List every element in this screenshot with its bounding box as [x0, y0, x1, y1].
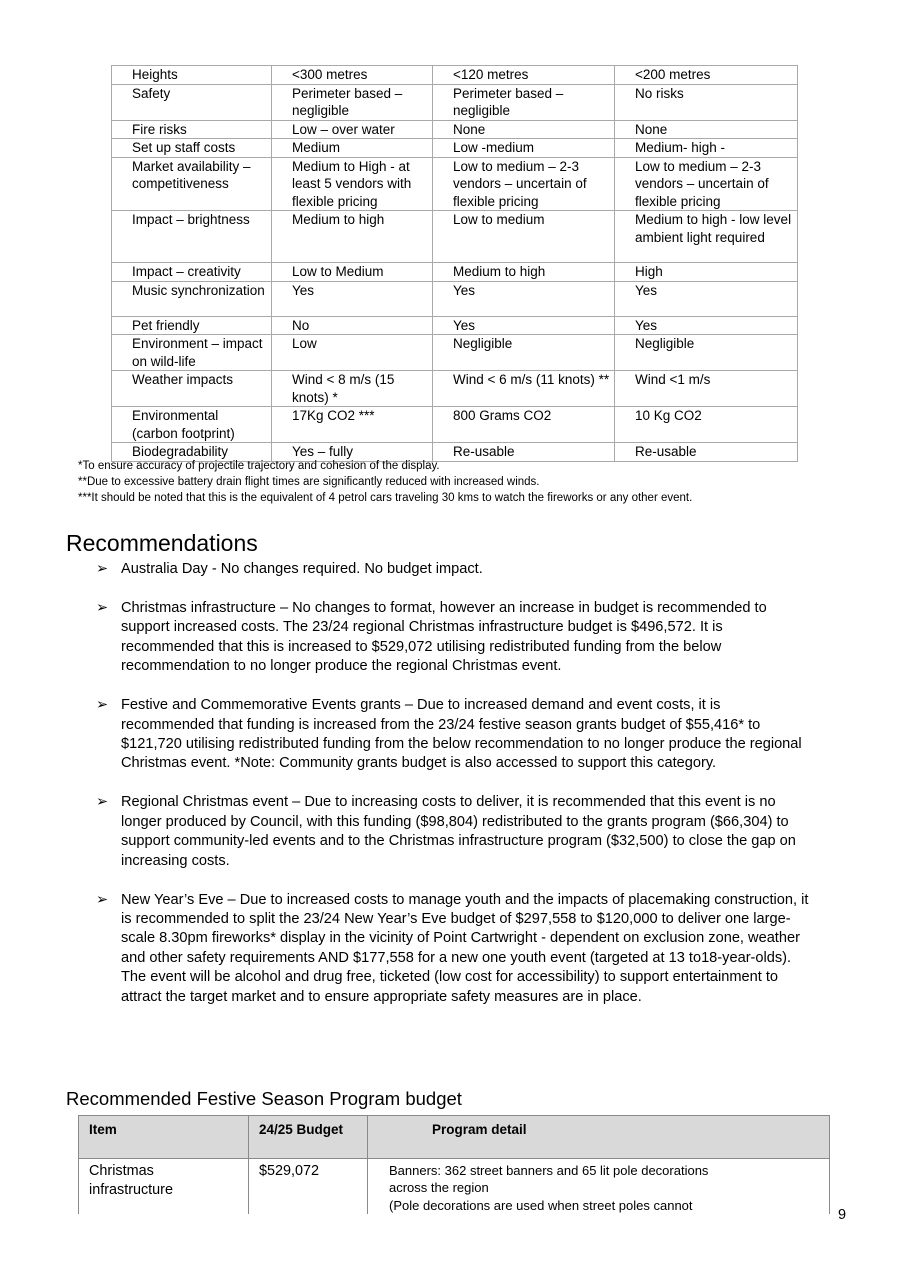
recommendation-text: New Year’s Eve – Due to increased costs to manage youth and the impacts of placemaking construction, it is recommended to split the 23/24 New Year’s Eve budget of $297,558 to $120,000 to deliver one large-scale 8.30pm fireworks* display in the vicinity of Point Cartwright - dependent on exclusion zone, weather and other safety requirements AND $177,558 for a new one youth event (targeted at 13 to18-year-olds). The event will be alcohol and drug free, ticketed (low cost for accessibility) to support entertainment to attract the target market and to ensure appropriate safety measures are in place.: [121, 891, 809, 1005]
table-cell: Medium to High - at least 5 vendors with flexible pricing: [272, 157, 433, 211]
table-cell: Re-usable: [615, 443, 798, 462]
comparison-table-body: [112, 66, 798, 462]
table-cell: Low to medium: [433, 211, 615, 263]
table-cell: Yes: [615, 281, 798, 316]
table-cell: 17Kg CO2 ***: [272, 407, 433, 443]
arrow-bullet-icon: ➢: [96, 794, 109, 811]
recommendation-item: [96, 599, 811, 677]
table-cell: None: [615, 120, 798, 139]
row-label: Fire risks: [112, 120, 272, 139]
table-cell: Medium to high: [433, 263, 615, 282]
table-cell: Yes – fully: [272, 443, 433, 462]
row-label: Music synchronization: [112, 281, 272, 316]
recommendations-heading: Recommendations: [66, 530, 258, 556]
row-label: Environmental (carbon footprint): [112, 407, 272, 443]
table-cell: Low to medium – 2-3 vendors – uncertain of flexible pricing: [615, 157, 798, 211]
recommendation-item: [96, 696, 811, 774]
recommendation-text: Christmas infrastructure – No changes to format, however an increase in budget is recommended to support increased costs. The 23/24 regional Christmas infrastructure budget is $496,572. It is recommended that this is increased to $529,072 utilising redistributed funding from the below recommendation to no longer produce the regional Christmas event.: [121, 600, 767, 675]
recommendations-list: [96, 560, 811, 1027]
table-row: [112, 281, 798, 316]
row-label: Weather impacts: [112, 371, 272, 407]
table-cell: Medium to high - low level ambient light required: [615, 211, 798, 263]
table-cell: 10 Kg CO2: [615, 407, 798, 443]
table-row: [112, 66, 798, 85]
table-cell: <300 metres: [272, 66, 433, 85]
recommendation-text: Festive and Commemorative Events grants – Due to increased demand and event costs, it is recommended that funding is increased from the 23/24 festive season grants budget of $55,416* to $121,720 utilising redistributed funding from the below recommendation to no longer produce the regional Christmas event. *Note: Community grants budget is also accessed to support this category.: [121, 697, 802, 772]
footnotes: [78, 458, 858, 506]
table-row: [112, 263, 798, 282]
table-cell: Wind < 8 m/s (15 knots) *: [272, 371, 433, 407]
footnote: *To ensure accuracy of projectile trajectory and cohesion of the display.: [78, 460, 440, 472]
table-cell: Yes: [433, 281, 615, 316]
header-detail: Program detail: [368, 1116, 830, 1159]
table-cell: Perimeter based – negligible: [272, 84, 433, 120]
recommendation-item: [96, 560, 811, 579]
table-cell: No: [272, 316, 433, 335]
row-label: Set up staff costs: [112, 139, 272, 158]
table-cell: Medium- high -: [615, 139, 798, 158]
footnote: ***It should be noted that this is the equivalent of 4 petrol cars traveling 30 kms to watch the fireworks or any other event.: [78, 492, 693, 504]
arrow-bullet-icon: ➢: [96, 600, 109, 616]
row-label: Environment – impact on wild-life: [112, 335, 272, 371]
table-cell: Yes: [615, 316, 798, 335]
detail-line: across the region: [389, 1180, 489, 1196]
arrow-bullet-icon: ➢: [96, 561, 109, 577]
footnote: **Due to excessive battery drain flight times are significantly reduced with increased winds.: [78, 476, 540, 488]
recommendation-item: [96, 891, 811, 1007]
budget-header-row: [79, 1116, 830, 1159]
budget-heading: Recommended Festive Season Program budget: [66, 1088, 462, 1109]
arrow-bullet-icon: ➢: [96, 697, 109, 714]
recommendation-text: Regional Christmas event – Due to increasing costs to deliver, it is recommended that this event is no longer produced by Council, with this funding ($98,804) redistributed to the grants program ($66,304) to support community-led events and to the Christmas infrastructure program ($32,500) to close the gap on increasing costs.: [121, 794, 796, 869]
page-number: 9: [838, 1207, 847, 1223]
row-label: Impact – brightness: [112, 211, 272, 263]
row-label: Pet friendly: [112, 316, 272, 335]
table-row: [112, 211, 798, 263]
recommendation-item: [96, 793, 811, 871]
table-cell: Low: [272, 335, 433, 371]
budget-table-body: [79, 1159, 830, 1214]
budget-row: [79, 1159, 830, 1214]
table-row: [112, 407, 798, 443]
table-row: [112, 120, 798, 139]
budget-table: [78, 1115, 830, 1214]
table-cell: Wind < 6 m/s (11 knots) **: [433, 371, 615, 407]
row-label: Safety: [112, 84, 272, 120]
table-row: [112, 371, 798, 407]
row-label: Market availability – competitiveness: [112, 157, 272, 211]
table-cell: Medium to high: [272, 211, 433, 263]
table-cell: Wind <1 m/s: [615, 371, 798, 407]
budget-detail: [368, 1159, 830, 1214]
table-row: [112, 139, 798, 158]
table-cell: Negligible: [433, 335, 615, 371]
table-cell: Yes: [272, 281, 433, 316]
table-row: [112, 335, 798, 371]
table-cell: Yes: [433, 316, 615, 335]
table-cell: High: [615, 263, 798, 282]
table-cell: Low -medium: [433, 139, 615, 158]
recommendation-text: Australia Day - No changes required. No budget impact.: [121, 561, 483, 577]
table-cell: Perimeter based – negligible: [433, 84, 615, 120]
row-label: Impact – creativity: [112, 263, 272, 282]
row-label: Heights: [112, 66, 272, 85]
table-cell: Negligible: [615, 335, 798, 371]
table-cell: <120 metres: [433, 66, 615, 85]
row-label: Biodegradability: [112, 443, 272, 462]
header-item: Item: [79, 1116, 249, 1159]
budget-amount: $529,072: [249, 1159, 368, 1214]
table-cell: Re-usable: [433, 443, 615, 462]
table-cell: <200 metres: [615, 66, 798, 85]
table-row: [112, 84, 798, 120]
table-cell: 800 Grams CO2: [433, 407, 615, 443]
table-cell: No risks: [615, 84, 798, 120]
table-cell: Low to medium – 2-3 vendors – uncertain of flexible pricing: [433, 157, 615, 211]
table-cell: Medium: [272, 139, 433, 158]
detail-line: (Pole decorations are used when street poles cannot: [389, 1197, 693, 1213]
table-row: [112, 316, 798, 335]
detail-line: Banners: 362 street banners and 65 lit pole decorations: [389, 1163, 709, 1178]
table-cell: Low – over water: [272, 120, 433, 139]
budget-item: Christmas infrastructure: [79, 1159, 249, 1214]
table-cell: None: [433, 120, 615, 139]
comparison-table: [111, 65, 798, 462]
table-row: [112, 157, 798, 211]
table-cell: Low to Medium: [272, 263, 433, 282]
header-budget: 24/25 Budget: [249, 1116, 368, 1159]
arrow-bullet-icon: ➢: [96, 891, 109, 908]
